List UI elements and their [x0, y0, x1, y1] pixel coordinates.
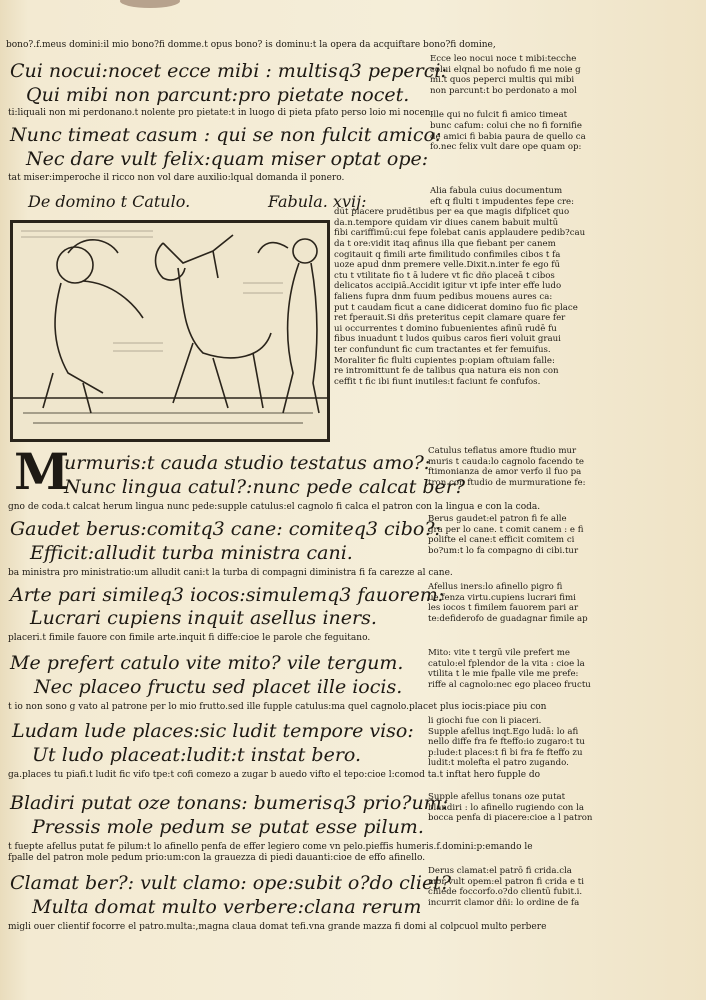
commentary-line: da t ore:vidit itaq afinus illa que fiebant per canem — [334, 238, 556, 249]
commentary-line: catulo:el fplendor de la vita : cioe la — [428, 658, 585, 669]
fable-title: De domino t Catulo. — [28, 192, 191, 211]
commentary-line: Afellus iners:lo afinello pigro fi — [428, 582, 563, 592]
commentary-line: ui occurrentes t domino fubuenientes afinū rudē fu — [334, 323, 557, 334]
commentary-top — [430, 54, 698, 153]
commentary-bladiri — [428, 792, 702, 824]
verse-line: Ludam lude places:sic ludit tempore viso: — [12, 720, 414, 742]
gloss-line: placeri.t fimile fauore con fimile arte.inquit fi diffe:cioe le parole che feguitano. — [8, 633, 371, 643]
commentary-line: ret fperauit.Si dñs preteritus cepit clamare quare fer — [334, 313, 566, 324]
gloss-line: t io non sono g vato al patrone per lo mio frutto.sed ille fupple catulus:ma quel cagnolo.placet plus iocis:piace piu con — [8, 702, 547, 712]
commentary-line: fo.nec felix vult dare ope quam op: — [430, 142, 582, 153]
commentary-line: Supple afellus tonans oze putat — [428, 792, 566, 802]
commentary-line: uoze apud dnm premere velle.Dixit.n.inter fe ego fū — [334, 260, 561, 271]
woodcut-scene-icon — [13, 223, 327, 439]
commentary-line: mor vult opem:el patron fi crida e ti — [428, 876, 584, 887]
commentary-line: p:lude:t places:t fi bi fra fe fteffo zu — [428, 747, 583, 758]
commentary-body — [334, 186, 702, 387]
commentary-line: bocca penfa di piacere:cioe a l patron — [428, 813, 593, 824]
commentary-line: da.n.tempore quidam vir diues canem babuit multū — [334, 217, 559, 228]
verse-line: Bladiri putat oze tonans: bumerisq3 prio?um: — [10, 792, 449, 814]
fable-number: Fabula. xvij: — [268, 192, 367, 211]
verse-line: Nunc lingua catul?:nunc pede calcat ber? — [64, 476, 466, 498]
commentary-line: fibus inuadunt t ludos quibus caros fieri voluit graui — [334, 334, 561, 345]
commentary-line: fibi cariffimū:cui fepe folebat canis applaudere pedib?cau — [334, 228, 586, 239]
commentary-line: Catulus teflatus amore ftudio mur — [428, 446, 577, 456]
commentary-line: gra per lo cane. t comit canem : e fi — [428, 524, 584, 535]
commentary-line — [430, 96, 698, 110]
gloss-line: ga.places tu piafi.t ludit fic vifo tpe:t cofi comezo a zugar b auedo vifto el tepo:cioe l:comod ta.t inftat hero fupple do — [8, 770, 541, 780]
verse-line: Efficit:alludit turba ministra cani. — [30, 542, 353, 564]
commentary-line: Berus gaudet:el patron fi fe alle — [428, 514, 567, 524]
gloss-line: tat miser:imperoche il ricco non vol dare auxilio:lqual domanda il ponero. — [8, 173, 345, 183]
commentary-line: ue fenza virtu.cupiens lucrari fimi — [428, 592, 576, 603]
woodcut-illustration — [10, 220, 330, 442]
commentary-line: incurrit clamor dñi: lo ordine de fa — [428, 897, 580, 908]
verse-line: Gaudet berus:comitq3 cane: comiteq3 cibo?: — [10, 518, 441, 540]
commentary-line: mi.t quos peperci multis qui mibi — [430, 75, 575, 86]
commentary-mito — [428, 648, 702, 690]
commentary-line: Ille qui no fulcit fi amico timeat — [430, 110, 568, 121]
commentary-line: faliens fupra dnm fuum pedibus mouens aures ca: — [334, 291, 553, 302]
commentary-line: te:defiderofo de guadagnar fimile ap — [428, 613, 588, 624]
commentary-line: de amici fi babia paura de quello ca — [430, 131, 586, 142]
commentary-clamat — [428, 866, 702, 908]
verse-line: Lucrari cupiens inquit asellus iners. — [30, 607, 377, 629]
verse-line: Pressis mole pedum se putat esse pilum. — [32, 816, 424, 838]
commentary-line: Ecce leo nocui noce t mibi:tecche — [430, 54, 577, 64]
commentary-line: chiede foccorfo.o?do clientū fubit.i. — [428, 887, 583, 898]
commentary-line: blandiri : lo afinello rugiendo con la — [428, 802, 584, 813]
commentary-gaudet — [428, 514, 702, 556]
commentary-line: riffe al cagnolo:nec ego placeo fructu — [428, 679, 591, 690]
commentary-line: cogitauit q fimili arte fimilitudo confimiles cibos t fa — [334, 249, 561, 260]
verse-line: Cui nocui:nocet ecce mibi : multisq3 peperci: — [10, 60, 447, 82]
commentary-line: Mito: vite t tergū vile prefert me — [428, 648, 570, 658]
commentary-line: ter confundunt fic cum tractantes et fer femuifus. — [334, 344, 551, 355]
commentary-line: put t caudam ficut a cane didicerat domino fuo fic place — [334, 302, 578, 313]
commentary-line: ceffit t fic ibi fiunt inutiles:t faciunt fe confufos. — [334, 376, 541, 387]
verse-line: Nec placeo fructu sed placet ille iocis. — [34, 676, 403, 698]
drop-cap: M — [14, 442, 70, 501]
gloss-line: ti:liquali non mi perdonano.t nolente pro pietate:t in luogo di pieta pfato perso loio mi nocen. — [8, 108, 434, 118]
verse-line: urmuris:t cauda studio testatus amo?: — [64, 452, 431, 474]
top-gloss-line: bono?.f.meus domini:il mio bono?fi domme.t opus bono? is dominu:t la opera da acquiftare bono?fi domine, — [6, 40, 496, 50]
commentary-line: les iocos t fimilem fauorem pari ar — [428, 603, 579, 614]
commentary-line: non parcunt:t bo perdonato a mol — [430, 85, 577, 96]
verse-line: Qui mibi non parcunt:pro pietate nocet. — [26, 84, 410, 106]
commentary-line: ctu t vtilitate fio t ā ludere vt fic dño placeā t cibos — [334, 270, 555, 281]
commentary-line: dūt placere prudētibus per ea que magis difplicet quo — [334, 207, 570, 218]
commentary-m — [428, 446, 702, 488]
gloss-line: t fuepte afellus putat fe pilum:t lo afinello penfa de effer legiero come vn pelo.pieffis humeris.f.domini:p:emando le — [8, 842, 533, 852]
commentary-line: li giochi fue con li piaceri. — [428, 716, 542, 726]
gloss-line: ba ministra pro ministratio:um alludit cani:t la turba di compagni diministra fi fa carezze al cane. — [8, 568, 453, 578]
commentary-line: polifte el cane:t efficit comitem ci — [428, 535, 575, 546]
commentary-line: ftimonianza de amor verfo il fuo pa — [428, 467, 582, 478]
commentary-line: nello diffe fra fe fteffo:io zugaro:t tu — [428, 737, 585, 748]
verse-line: Nunc timeat casum : qui se non fulcit amico: — [10, 124, 442, 146]
commentary-line: eft q flulti t impudentes fepe cre: — [430, 196, 575, 207]
verse-line: Clamat ber?: vult clamo: ope:subit o?do cliet? — [10, 872, 452, 894]
commentary-line: muris t cauda:lo cagnolo facendo te — [428, 456, 584, 467]
commentary-line: bunc cafum: colui che no fi fornifie — [430, 120, 582, 131]
gloss-line: gno de coda.t calcat herum lingua nunc pede:supple catulus:el cagnolo fi calca el patron con la lingua e con la coda. — [8, 502, 541, 512]
commentary-line: bo?um:t lo fa compagno di cibi.tur — [428, 545, 579, 556]
verse-line: Me prefert catulo vite mito? vile tergum. — [10, 652, 404, 674]
commentary-line: delicatos accipiā.Accidit igitur vt ipfe inter effe ludo — [334, 281, 562, 292]
commentary-line: vtilita t le mie fpalle vile me prefe: — [428, 669, 579, 680]
commentary-line: Alia fabula cuius documentum — [430, 186, 563, 196]
gloss-line: fpalle del patron mole pedum prio:um:con la grauezza di piedi dauanti:cioe de effo afinello. — [8, 853, 426, 863]
verse-line: Multa domat multo verbere:clana rerum — [32, 896, 422, 918]
gloss-line: migli ouer clientif focorre el patro.multa:,magna claua domat tefi.vna grande mazza fi domi al colpcuol multo perbere — [8, 922, 547, 932]
commentary-line: tron con ftudio de murmuratione fe: — [428, 477, 586, 488]
commentary-line: Derus clamat:el patrō fi crida.cla — [428, 866, 572, 876]
verse-line: Nec dare vult felix:quam miser optat ope: — [26, 148, 429, 170]
commentary-ludam — [428, 716, 702, 769]
commentary-line: ludit:t molefta el patro zugando. — [428, 758, 569, 769]
commentary-line: colui elqnal bo nofudo fi me noie g — [430, 64, 581, 75]
verse-line: Ut ludo placeat:ludit:t instat bero. — [32, 744, 362, 766]
commentary-line: Moraliter fic flulti cupientes p:opiam oftuiam falle: — [334, 355, 555, 366]
commentary-line: re intromittunt fe de talibus qua natura eis non con — [334, 366, 559, 377]
commentary-line: Supple afellus inqt.Ego ludā: lo afi — [428, 726, 579, 737]
commentary-asellus — [428, 582, 702, 624]
verse-line: Arte pari simileq3 iocos:simulemq3 fauorem: — [10, 584, 445, 606]
